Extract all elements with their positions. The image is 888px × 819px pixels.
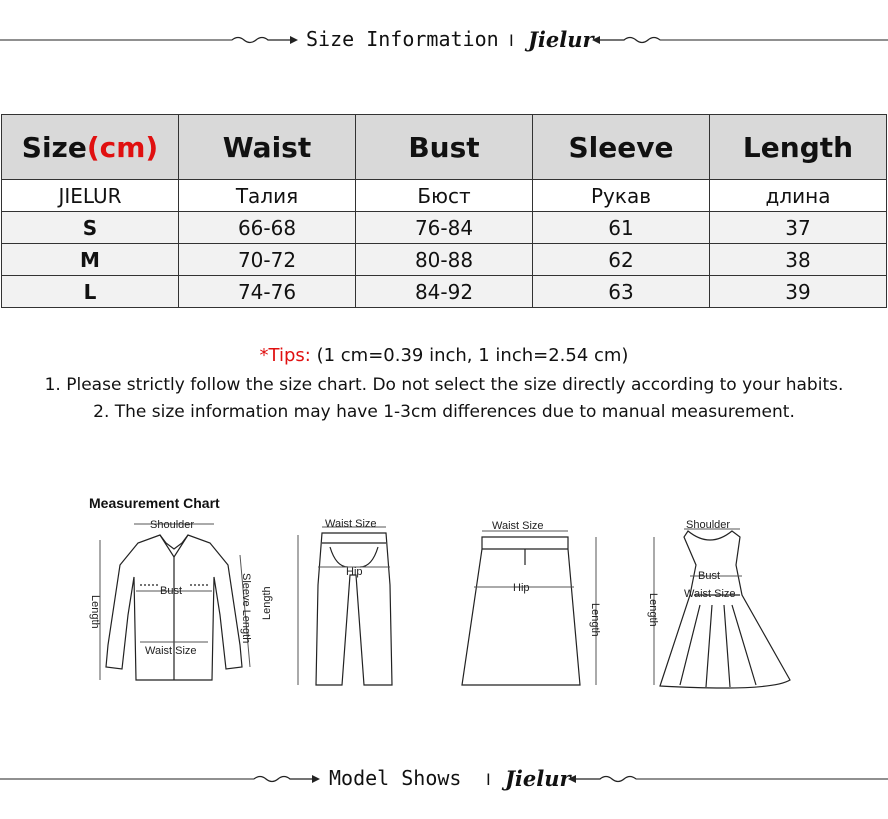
table-header-row bbox=[2, 115, 887, 180]
shirt-shoulder-label: Shoulder bbox=[150, 519, 195, 531]
table-cell: 84-92 bbox=[356, 276, 533, 308]
skirt-length-label: Length bbox=[589, 603, 601, 637]
dress-bust-label: Bust bbox=[698, 570, 721, 582]
table-cell: 37 bbox=[710, 212, 887, 244]
table-cell: 74-76 bbox=[179, 276, 356, 308]
table-cell: 62 bbox=[533, 244, 710, 276]
table-row bbox=[2, 276, 887, 308]
size-table bbox=[1, 114, 887, 308]
brand-logo: Jielur bbox=[528, 27, 594, 52]
measurement-chart bbox=[0, 505, 888, 705]
table-cell: 70-72 bbox=[179, 244, 356, 276]
table-row bbox=[2, 244, 887, 276]
header-waist: Waist bbox=[179, 115, 356, 180]
table-cell-size: L bbox=[2, 276, 179, 308]
table-cell: Бюст bbox=[356, 180, 533, 212]
dress-icon bbox=[660, 531, 790, 688]
dress-waist-label: Waist Size bbox=[684, 588, 736, 600]
pants-icon bbox=[316, 533, 392, 685]
table-cell: Рукав bbox=[533, 180, 710, 212]
note-2: 2. The size information may have 1-3cm differences due to manual measurement. bbox=[93, 402, 795, 422]
table-cell: 66-68 bbox=[179, 212, 356, 244]
pants-hip-label: Hip bbox=[346, 566, 363, 578]
table-row bbox=[2, 212, 887, 244]
header-size: Size(cm) bbox=[2, 115, 179, 180]
shirt-icon bbox=[106, 535, 242, 680]
banner-title: Size Information bbox=[306, 27, 499, 51]
table-cell: JIELUR bbox=[2, 180, 179, 212]
table-cell: 76-84 bbox=[356, 212, 533, 244]
tips-line bbox=[0, 345, 888, 366]
shirt-length-label: Length bbox=[89, 595, 101, 629]
banner-separator: I bbox=[509, 31, 514, 50]
pants-waist-label: Waist Size bbox=[325, 518, 377, 530]
shirt-bust-label: Bust bbox=[160, 585, 183, 597]
skirt-hip-label: Hip bbox=[513, 582, 530, 594]
header-sleeve: Sleeve bbox=[533, 115, 710, 180]
table-cell-size: M bbox=[2, 244, 179, 276]
tips-text: (1 cm=0.39 inch, 1 inch=2.54 cm) bbox=[310, 345, 629, 366]
table-cell: 63 bbox=[533, 276, 710, 308]
tips-label: *Tips: bbox=[259, 345, 311, 366]
table-cell: 80-88 bbox=[356, 244, 533, 276]
measurement-chart-title: Measurement Chart bbox=[89, 495, 220, 511]
header-bust: Bust bbox=[356, 115, 533, 180]
dress-measure-lines bbox=[654, 529, 742, 685]
table-cell-size: S bbox=[2, 212, 179, 244]
table-subheader-row bbox=[2, 180, 887, 212]
table-cell: 38 bbox=[710, 244, 887, 276]
table-cell: 39 bbox=[710, 276, 887, 308]
table-cell: Талия bbox=[179, 180, 356, 212]
table-cell: длина bbox=[710, 180, 887, 212]
header-banner bbox=[0, 26, 888, 56]
shirt-sleeve-label: Sleeve Length bbox=[240, 573, 252, 644]
header-length: Length bbox=[710, 115, 887, 180]
footer-banner bbox=[0, 765, 888, 795]
table-cell: 61 bbox=[533, 212, 710, 244]
note-1: 1. Please strictly follow the size chart. Do not select the size directly according to your habits. bbox=[44, 375, 844, 395]
skirt-icon bbox=[462, 537, 580, 685]
banner-title: Model Shows bbox=[329, 766, 462, 790]
dress-length-label: Length bbox=[647, 593, 659, 627]
pants-length-label: Length bbox=[261, 586, 273, 620]
shirt-waist-label: Waist Size bbox=[145, 645, 197, 657]
skirt-waist-label: Waist Size bbox=[492, 520, 544, 532]
banner-separator: I bbox=[486, 770, 491, 789]
brand-logo: Jielur bbox=[505, 766, 571, 791]
dress-shoulder-label: Shoulder bbox=[686, 519, 731, 531]
